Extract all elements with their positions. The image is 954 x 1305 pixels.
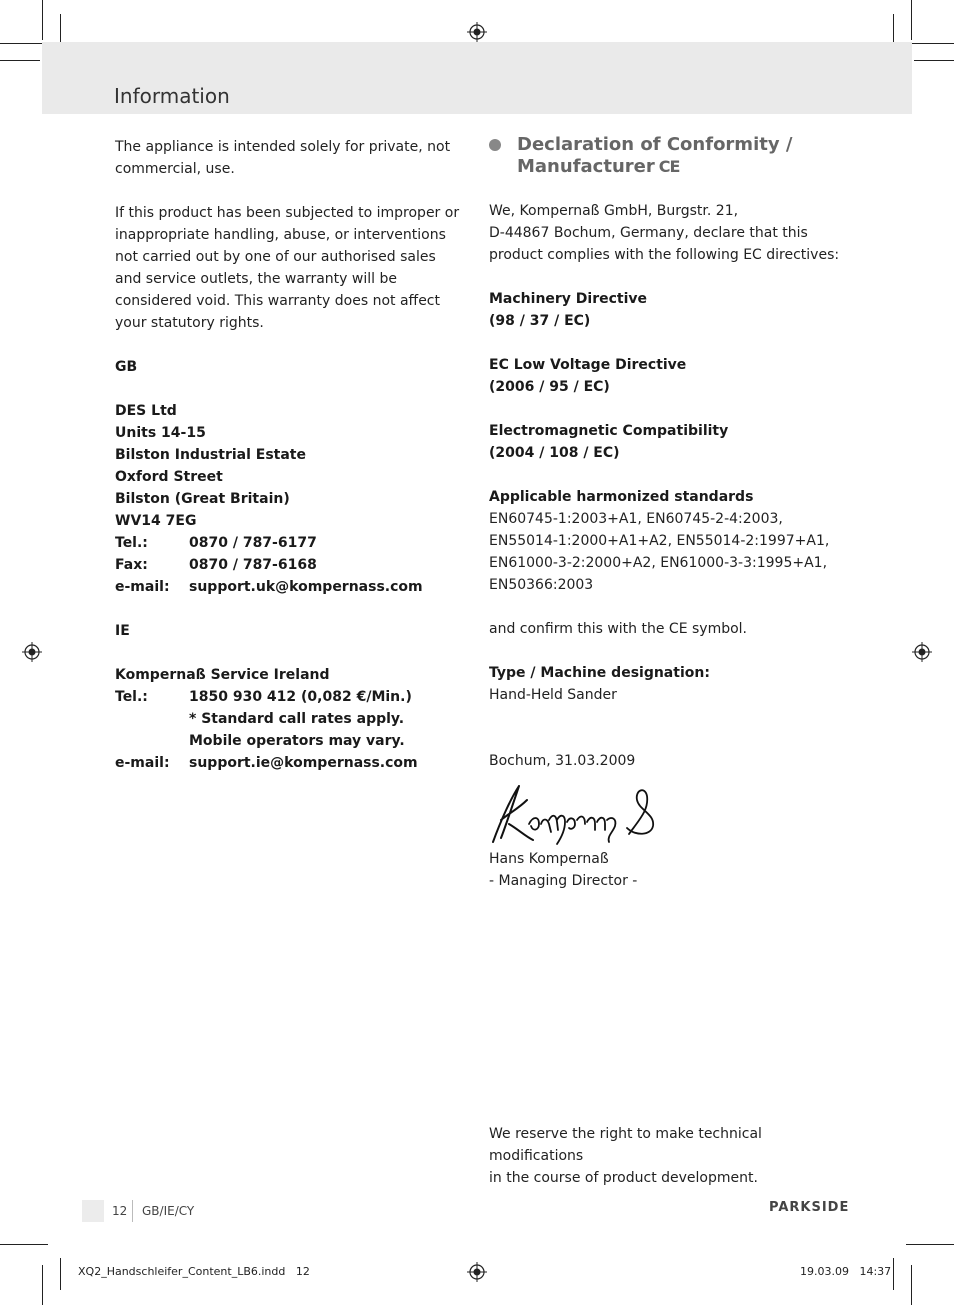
ce-mark-icon: CE (658, 157, 680, 176)
crop-mark (906, 43, 954, 44)
private-use-paragraph: The appliance is intended solely for private, not commercial, use. (115, 139, 451, 177)
crop-mark (906, 1244, 954, 1245)
crop-mark (911, 0, 912, 40)
bullet-icon (489, 139, 501, 151)
ie-company: Kompernaß Service Ireland (115, 667, 330, 683)
footer-countries: GB/IE/CY (142, 1204, 195, 1218)
crop-mark (0, 43, 48, 44)
ie-call-rate-note: * Standard call rates apply. (189, 711, 405, 727)
standards-line: EN61000-3-2:2000+A2, EN61000-3-3:1995+A1, (489, 555, 828, 571)
email-label: e-mail: (115, 579, 170, 595)
tel-label: Tel.: (115, 689, 148, 705)
gb-address-line: WV14 7EG (115, 513, 197, 529)
brand-logo: PARKSIDE (769, 1200, 850, 1215)
signature-icon (489, 780, 661, 848)
warranty-paragraph: If this product has been subjected to improper or inappropriate handling, abuse, or interventions not carried out by one of our authorised sales and service outlets, the warranty will be considered void. This warranty does not affect your statutory rights. (115, 205, 460, 331)
ie-mobile-note: Mobile operators may vary. (189, 733, 405, 749)
type-label: Type / Machine designation: (489, 665, 710, 681)
crop-mark (914, 60, 954, 61)
crop-mark (42, 1265, 43, 1305)
directive-code: (98 / 37 / EC) (489, 313, 591, 329)
country-gb: GB (115, 359, 138, 375)
page-number: 12 (112, 1204, 128, 1218)
standards-title: Applicable harmonized standards (489, 489, 754, 505)
email-label: e-mail: (115, 755, 170, 771)
registration-mark-icon (22, 642, 42, 662)
gb-company: DES Ltd (115, 403, 177, 419)
standards-line: EN55014-1:2000+A1+A2, EN55014-2:1997+A1, (489, 533, 830, 549)
gb-address-line: Units 14-15 (115, 425, 206, 441)
slug-file-info: XQ2_Handschleifer_Content_LB6.indd 12 (78, 1265, 310, 1278)
type-value: Hand-Held Sander (489, 687, 617, 703)
gb-tel-row (115, 532, 465, 554)
gb-email-row (115, 576, 465, 598)
ie-tel-row (115, 686, 465, 708)
declaration-heading (489, 134, 859, 178)
declaration-heading-line1: Declaration of Conformity / (517, 134, 793, 155)
crop-mark (0, 60, 40, 61)
reserve-line: in the course of product development. (489, 1170, 758, 1186)
gb-fax-value: 0870 / 787-6168 (189, 557, 317, 573)
crop-mark (42, 0, 43, 40)
place-date: Bochum, 31.03.2009 (489, 753, 636, 769)
tel-label: Tel.: (115, 535, 148, 551)
signer-name: Hans Kompernaß (489, 851, 609, 867)
ie-tel-value: 1850 930 412 (0,082 €/Min.) (189, 689, 412, 705)
standards-line: EN60745-1:2003+A1, EN60745-2-4:2003, (489, 511, 783, 527)
crop-mark (911, 1265, 912, 1305)
right-column (489, 134, 859, 892)
registration-mark-icon (912, 642, 932, 662)
declaration-heading-line2: Manufacturer (517, 156, 655, 177)
standards-line: EN50366:2003 (489, 577, 594, 593)
gb-address-line: Bilston (Great Britain) (115, 491, 290, 507)
gb-address-line: Oxford Street (115, 469, 223, 485)
ie-email-row (115, 752, 465, 774)
confirm-text: and confirm this with the CE symbol. (489, 621, 747, 637)
crop-mark (60, 1258, 61, 1290)
page-title: Information (114, 84, 230, 108)
ie-note-row (115, 708, 465, 730)
directive-name: Machinery Directive (489, 291, 648, 307)
signer-title: - Managing Director - (489, 873, 638, 889)
ie-email-link[interactable]: support.ie@kompernass.com (189, 755, 418, 771)
directive-name: EC Low Voltage Directive (489, 357, 687, 373)
footer-marker (82, 1200, 104, 1222)
reserve-note (489, 1123, 859, 1189)
crop-mark (0, 1244, 48, 1245)
left-column (115, 136, 465, 774)
registration-mark-icon (467, 22, 487, 42)
slug-date-info: 19.03.09 14:37 (800, 1265, 892, 1278)
intro-line: We, Kompernaß GmbH, Burgstr. 21, (489, 203, 739, 219)
registration-mark-icon (467, 1262, 487, 1282)
gb-fax-row (115, 554, 465, 576)
intro-line: D-44867 Bochum, Germany, declare that this (489, 225, 808, 241)
gb-tel-value: 0870 / 787-6177 (189, 535, 317, 551)
directive-code: (2006 / 95 / EC) (489, 379, 610, 395)
footer-divider (132, 1200, 133, 1222)
country-ie: IE (115, 623, 130, 639)
directive-code: (2004 / 108 / EC) (489, 445, 620, 461)
reserve-line: We reserve the right to make technical modifications (489, 1126, 762, 1164)
directive-name: Electromagnetic Compatibility (489, 423, 729, 439)
ie-note-row (115, 730, 465, 752)
intro-line: product complies with the following EC directives: (489, 247, 840, 263)
crop-mark (893, 1258, 894, 1290)
fax-label: Fax: (115, 557, 148, 573)
gb-email-link[interactable]: support.uk@kompernass.com (189, 579, 423, 595)
gb-address-line: Bilston Industrial Estate (115, 447, 306, 463)
